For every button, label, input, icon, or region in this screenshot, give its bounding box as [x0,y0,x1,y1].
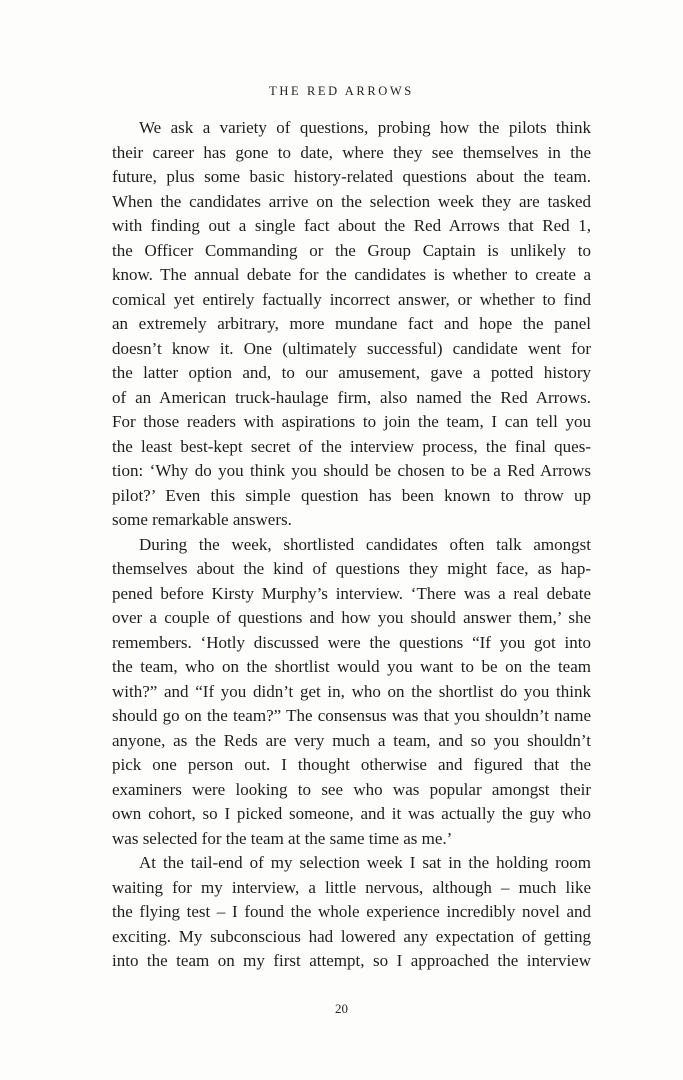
text-line: of an American truck-haulage firm, also named the Red Arrows. [112,387,591,407]
text-line: an extremely arbitrary, more mundane fact and hope the panel [112,314,591,333]
text-line: At the tail-end of my selection week I sat in the holding room [139,853,591,872]
text-line: We ask a variety of questions, probing how the pilots think [139,118,591,137]
text-line: over a couple of questions and how you should answer them,’ she [112,608,591,627]
text-line: the Officer Commanding or the Group Captain is unlikely to [112,240,591,260]
text-line: with?” and “If you didn’t get in, who on the shortlist do you think [112,681,591,701]
text-line: When the candidates arrive on the selection week they are tasked [112,191,591,211]
text-line: waiting for my interview, a little nervous, although – much like [112,877,591,897]
text-line: know. The annual debate for the candidates is whether to create a [112,265,591,284]
text-line: examiners were looking to see who was popular amongst their [112,779,591,799]
text-line: tion: ‘Why do you think you should be chosen to be a Red Arrows [112,461,591,480]
text-line: own cohort, so I picked someone, and it was actually the guy who [112,804,591,823]
text-line: pick one person out. I thought otherwise and figured that the [112,755,591,774]
text-line: For those readers with aspirations to join the team, I can tell you [112,412,591,431]
text-line: remembers. ‘Hotly discussed were the questions “If you got into [112,632,591,652]
text-line: some remarkable answers. [112,510,292,529]
text-line: the flying test – I found the whole experience incredibly novel and [112,902,591,921]
text-line: with finding out a single fact about the Red Arrows that Red 1, [112,216,591,235]
paragraph [112,851,591,974]
text-line: doesn’t know it. One (ultimately successful) candidate went for [112,338,591,358]
body-text [112,116,591,974]
running-head: THE RED ARROWS [269,84,414,98]
text-line: was selected for the team at the same time as me.’ [112,828,453,848]
text-line: pened before Kirsty Murphy’s interview. ‘There was a real debate [112,583,591,603]
text-line: pilot?’ Even this simple question has been known to throw up [112,485,591,505]
paragraph [112,116,591,533]
text-line: their career has gone to date, where they see themselves in the [112,142,591,162]
text-line: anyone, as the Reds are very much a team, and so you shouldn’t [112,730,591,750]
text-line: into the team on my first attempt, so I approached the interview [112,951,591,970]
text-line: future, plus some basic history-related questions about the team. [112,167,591,186]
text-line: should go on the team?” The consensus was that you shouldn’t name [112,706,591,725]
page-number: 20 [335,1001,348,1016]
text-line: comical yet entirely factually incorrect answer, or whether to find [112,289,591,309]
text-line: themselves about the kind of questions they might face, as hap- [112,559,591,578]
text-line: During the week, shortlisted candidates often talk amongst [139,534,591,554]
text-line: the least best-kept secret of the interview process, the final ques- [112,436,591,456]
text-line: exciting. My subconscious had lowered any expectation of getting [112,926,591,946]
text-line: the latter option and, to our amusement, gave a potted history [112,363,591,382]
text-line: the team, who on the shortlist would you want to be on the team [112,657,591,676]
paragraph [112,533,591,852]
